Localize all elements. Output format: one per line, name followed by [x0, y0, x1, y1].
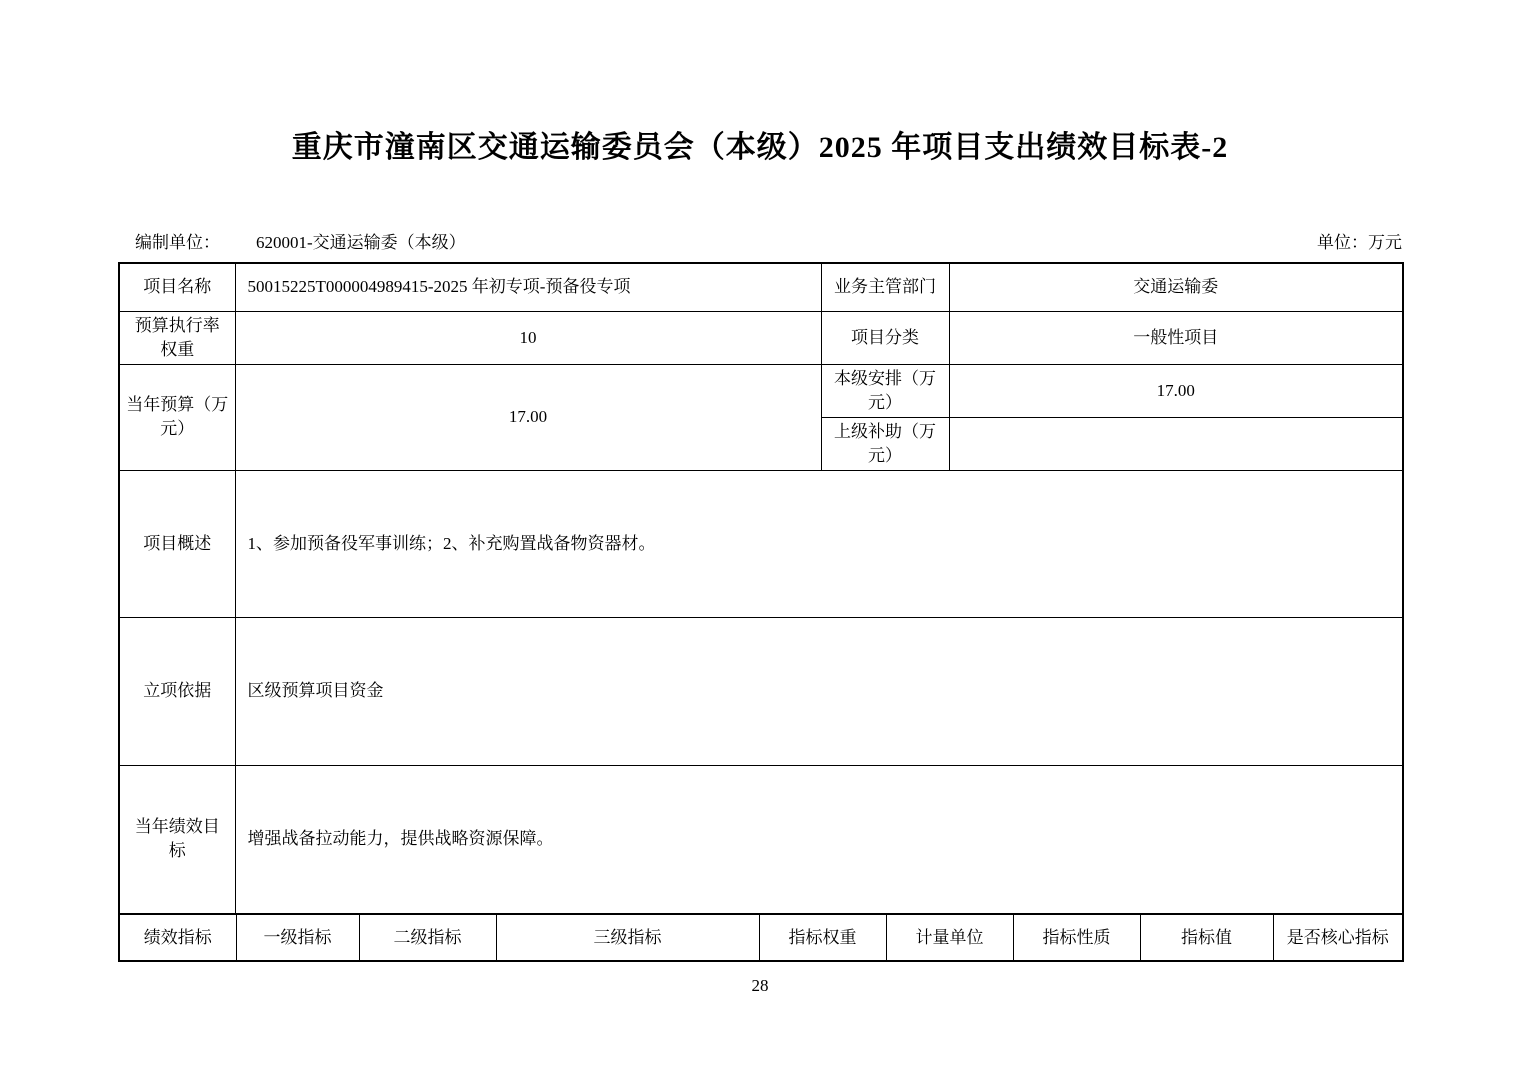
- table-row: [119, 311, 1403, 364]
- table-row: [119, 765, 1403, 914]
- overview-value: 1、参加预备役军事训练；2、补充购置战备物资器材。: [235, 470, 1403, 617]
- page-title: 重庆市潼南区交通运输委员会（本级）2025 年项目支出绩效目标表-2: [291, 131, 1229, 164]
- col-indicator-value: 指标值: [1140, 914, 1273, 961]
- project-name-label: 项目名称: [119, 263, 235, 311]
- meta-row: [118, 228, 1402, 253]
- category-label: 项目分类: [821, 311, 949, 364]
- col-indicator-weight: 指标权重: [759, 914, 886, 961]
- col-performance-indicator: 绩效指标: [119, 914, 236, 961]
- col-level3-indicator: 三级指标: [496, 914, 759, 961]
- col-indicator-nature: 指标性质: [1013, 914, 1140, 961]
- year-budget-label: 当年预算（万 元）: [119, 364, 235, 470]
- col-measure-unit: 计量单位: [886, 914, 1013, 961]
- local-arrangement-value: 17.00: [949, 364, 1403, 417]
- annual-goal-value: 增强战备拉动能力，提供战略资源保障。: [235, 765, 1403, 914]
- dept-value: 交通运输委: [949, 263, 1403, 311]
- prepared-by-value: 620001-交通运输委（本级）: [256, 233, 466, 252]
- project-name-value: 50015225T000004989415-2025 年初专项-预备役专项: [235, 263, 821, 311]
- col-is-core-indicator: 是否核心指标: [1273, 914, 1403, 961]
- col-level2-indicator: 二级指标: [359, 914, 496, 961]
- prepared-by-label: 编制单位：: [135, 233, 220, 252]
- project-info-table: [118, 262, 1404, 915]
- table-row: [119, 263, 1403, 311]
- table-row: [119, 617, 1403, 765]
- basis-label: 立项依据: [119, 617, 235, 765]
- superior-subsidy-value: [949, 417, 1403, 470]
- unit-label: 单位：万元: [1317, 233, 1402, 252]
- table-row: [119, 470, 1403, 617]
- basis-value: 区级预算项目资金: [235, 617, 1403, 765]
- year-budget-value: 17.00: [235, 364, 821, 470]
- local-arrangement-label: 本级安排（万 元）: [821, 364, 949, 417]
- document-sheet: [118, 0, 1402, 996]
- prepared-by: [135, 228, 466, 253]
- table-row: [119, 364, 1403, 417]
- budget-exec-weight-value: 10: [235, 311, 821, 364]
- category-value: 一般性项目: [949, 311, 1403, 364]
- indicator-header-row: [119, 914, 1403, 961]
- budget-exec-weight-label: 预算执行率 权重: [119, 311, 235, 364]
- dept-label: 业务主管部门: [821, 263, 949, 311]
- overview-label: 项目概述: [119, 470, 235, 617]
- indicator-header-table: [118, 913, 1404, 962]
- page-number: 28: [751, 976, 769, 995]
- superior-subsidy-label: 上级补助（万 元）: [821, 417, 949, 470]
- annual-goal-label: 当年绩效目 标: [119, 765, 235, 914]
- col-level1-indicator: 一级指标: [236, 914, 359, 961]
